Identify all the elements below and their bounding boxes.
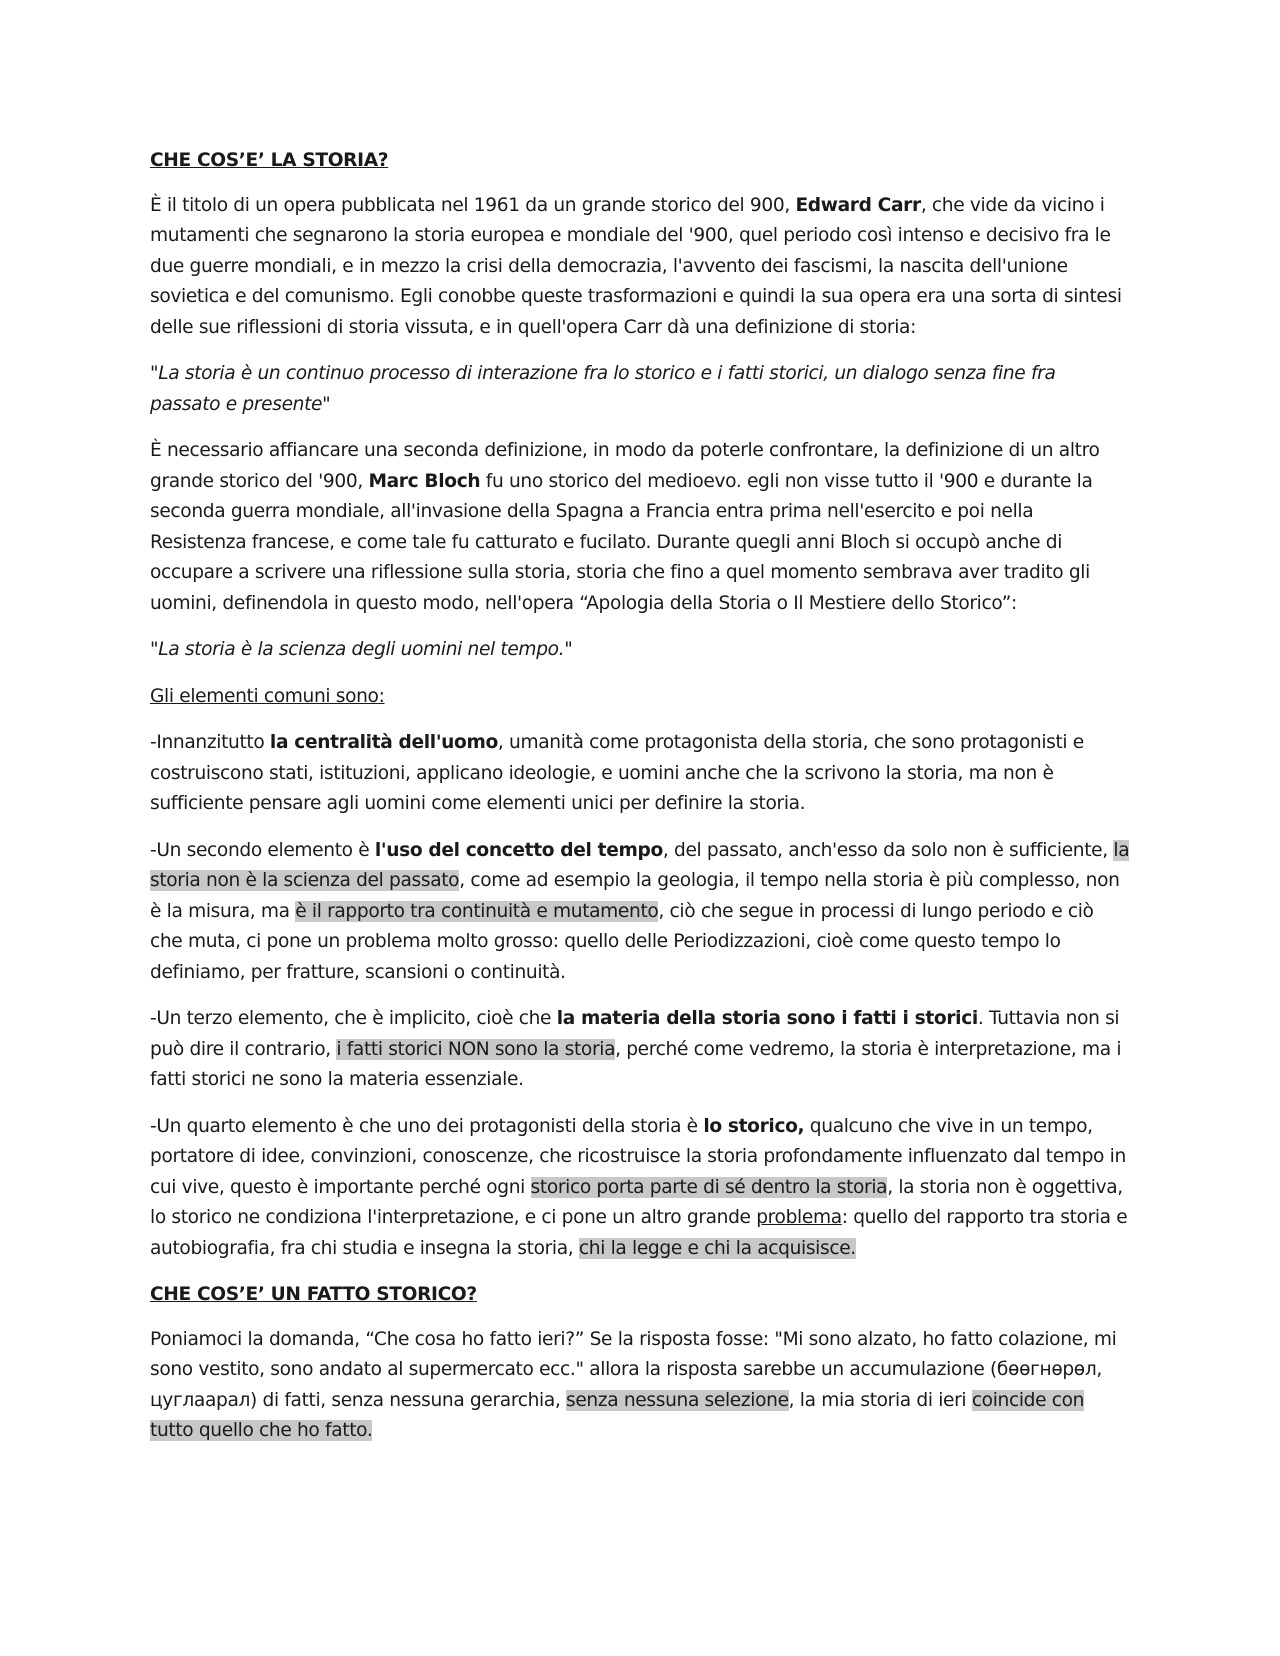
highlight-run: chi la legge e chi la acquisisce. [578, 1237, 856, 1259]
paragraph-carr [150, 191, 1130, 344]
quote-carr: "La storia è un continuo processo di interazione fra lo storico e i fatti storici, un dialogo senza fine fra passato e presente" [150, 363, 1056, 415]
text-run: , che vide da vicino i mutamenti che segnarono la storia europea e mondiale del '900, quel periodo così intenso e decisivo fra le due guerre mondiali, e in mezzo la crisi della democrazia, l'avvento dei fascismi, la nascita dell'unione sovietica e del comunismo. Egli conobbe queste trasformazioni e quindi la sua opera era una sorta di sintesi delle sue riflessioni di storia vissuta, e in quell'opera Carr dà una definizione di storia: [150, 194, 1122, 338]
bold-run: la materia della storia sono i fatti i storici [556, 1008, 978, 1029]
bold-run-edward-carr: Edward Carr [795, 194, 921, 216]
element-fourth [150, 1112, 1130, 1265]
text-run: fu uno storico del medioevo. egli non visse tutto il '900 e durante la seconda guerra mondiale, all'invasione della Spagna a Francia entra prima nell'esercito e poi nella Resistenza francese, e come tale fu catturato e fucilato. Durante quegli anni Bloch si occupò anche di occupare a scrivere una riflessione sulla storia, storia che fino a quel momento sembrava aver tradito gli uomini, definendola in questo modo, nell'opera “Apologia della Storia o Il Mestiere dello Storico”: [150, 470, 1093, 614]
highlight-run: i fatti storici NON sono la storia [336, 1038, 616, 1060]
document-page [150, 146, 1130, 1463]
bold-run: lo storico, [703, 1115, 805, 1137]
highlight-run: senza nessuna selezione [566, 1389, 789, 1411]
text-run: È necessario affiancare una seconda definizione, in modo da poterle confrontare, la definizione di un altro grande storico del '900, [150, 440, 1100, 492]
bold-run-marc-bloch: Marc Bloch [368, 470, 481, 492]
highlight-run: storico porta parte di sé dentro la storia [530, 1176, 888, 1198]
section-heading-storia: CHE COS’E’ LA STORIA? [150, 150, 389, 171]
common-elements-label: Gli elementi comuni sono: [150, 685, 385, 707]
section-heading-fatto-storico: CHE COS’E’ UN FATTO STORICO? [150, 1284, 477, 1305]
paragraph-ieri [150, 1325, 1130, 1447]
text-run: -Innanzitutto [150, 732, 270, 753]
underline-run: problema [756, 1207, 842, 1228]
text-run: qualcuno che vive in un tempo, portatore di idee, convinzioni, conoscenze, che ricostruisce la storia profondamente influenzato dal tempo in cui vive, questo è importante perché ogni [150, 1115, 1126, 1198]
element-second [150, 836, 1130, 989]
text-run: , del passato, anch'esso da solo non è sufficiente, [662, 839, 1114, 861]
paragraph-bloch [150, 436, 1130, 619]
text-run: , umanità come protagonista della storia, che sono protagonisti e costruiscono stati, istituzioni, applicano ideologie, e uomini anche che la scrivono la storia, ma non è sufficiente pensare agli uomini come elementi unici per definire la storia. [150, 732, 1084, 814]
text-run: , come ad esempio la geologia, il tempo nella storia è più complesso, non è la misura, ma [150, 870, 1120, 922]
bold-run: la centralità dell'uomo [269, 732, 498, 753]
highlight-run: la storia non è la scienza del passato [150, 839, 1130, 891]
text-run: , la mia storia di ieri [788, 1389, 972, 1411]
text-run: Poniamoci la domanda, “Che cosa ho fatto ieri?” Se la risposta fosse: "Mi sono alzato, ho fatto colazione, mi sono vestito, sono andato al supermercato ecc." allora la risposta sarebbe un accumulazione (бөөгнөрөл, цуглаарал) di fatti, senza nessuna gerarchia, [150, 1328, 1117, 1411]
text-run: , perché come vedremo, la storia è interpretazione, ma i fatti storici ne sono la materia essenziale. [150, 1038, 1122, 1090]
quote-bloch: "La storia è la scienza degli uomini nel tempo." [150, 639, 573, 660]
element-third [150, 1004, 1130, 1096]
text-run: -Un terzo elemento, che è implicito, cioè che [150, 1008, 557, 1029]
text-run: , ciò che segue in processi di lungo periodo e ciò che muta, ci pone un problema molto grosso: quello delle Periodizzazioni, cioè come questo tempo lo definiamo, per fratture, scansioni o continuità. [150, 900, 1094, 983]
highlight-run: è il rapporto tra continuità e mutamento [295, 900, 659, 922]
text-run: -Un secondo elemento è [150, 839, 375, 861]
bold-run: l'uso del concetto del tempo [374, 839, 663, 861]
text-run: . Tuttavia non si può dire il contrario, [150, 1008, 1120, 1060]
element-first [150, 728, 1130, 820]
text-run: -Un quarto elemento è che uno dei protagonisti della storia è [150, 1115, 704, 1137]
text-run: , la storia non è oggettiva, lo storico ne condiziona l'interpretazione, e ci pone un altro grande [150, 1176, 1123, 1228]
text-run: È il titolo di un opera pubblicata nel 1961 da un grande storico del 900, [150, 194, 796, 216]
text-run: : quello del rapporto tra storia e autobiografia, fra chi studia e insegna la storia, [150, 1207, 1128, 1259]
highlight-run: coincide con tutto quello che ho fatto. [150, 1389, 1085, 1441]
